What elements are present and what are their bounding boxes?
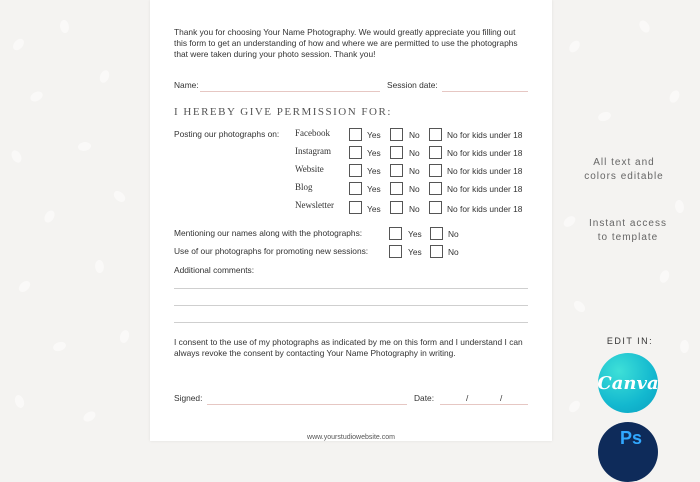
kids-label: No for kids under 18	[447, 166, 523, 176]
consent-text: I consent to the use of my photographs as indicated by me on this form and I understand I can always revoke the consent by contacting Your Name Photography in writing.	[174, 337, 523, 358]
yes-label: Yes	[367, 204, 381, 214]
name-line[interactable]	[200, 91, 380, 92]
mentioning-no-label: No	[448, 229, 459, 239]
comments-line[interactable]	[174, 305, 528, 306]
photoshop-logo[interactable]	[598, 422, 658, 482]
platform-label: Blog	[295, 182, 313, 192]
comments-line[interactable]	[174, 322, 528, 323]
date-line[interactable]	[440, 404, 528, 405]
promoting-label: Use of our photographs for promoting new sessions:	[174, 246, 369, 256]
promoting-no-checkbox[interactable]	[430, 245, 443, 258]
no-checkbox[interactable]	[390, 128, 403, 141]
yes-label: Yes	[367, 148, 381, 158]
comments-label: Additional comments:	[174, 265, 255, 275]
edit-in-label: EDIT IN:	[606, 336, 654, 346]
signed-label: Signed:	[174, 393, 203, 403]
kids-label: No for kids under 18	[447, 184, 523, 194]
mentioning-no-checkbox[interactable]	[430, 227, 443, 240]
no-label: No	[409, 166, 420, 176]
consent-form-sheet	[150, 0, 552, 441]
canva-logo-text: Canva	[597, 372, 659, 394]
mentioning-yes-label: Yes	[408, 229, 422, 239]
date-slash: /	[500, 393, 503, 403]
no-label: No	[409, 204, 420, 214]
kids-checkbox[interactable]	[429, 164, 442, 177]
no-checkbox[interactable]	[390, 182, 403, 195]
yes-label: Yes	[367, 166, 381, 176]
no-checkbox[interactable]	[390, 164, 403, 177]
signature-line[interactable]	[207, 404, 407, 405]
date-label: Date:	[414, 393, 435, 403]
no-label: No	[409, 148, 420, 158]
yes-checkbox[interactable]	[349, 128, 362, 141]
promoting-no-label: No	[448, 247, 459, 257]
yes-label: Yes	[367, 130, 381, 140]
yes-label: Yes	[367, 184, 381, 194]
name-label: Name:	[174, 80, 199, 90]
mentioning-label: Mentioning our names along with the photographs:	[174, 228, 363, 238]
platform-label: Newsletter	[295, 200, 334, 210]
posting-label: Posting our photographs on:	[174, 129, 280, 139]
comments-line[interactable]	[174, 288, 528, 289]
kids-checkbox[interactable]	[429, 128, 442, 141]
footer-website: www.yourstudiowebsite.com	[307, 434, 395, 441]
platform-label: Facebook	[295, 128, 330, 138]
kids-checkbox[interactable]	[429, 201, 442, 214]
session-date-line[interactable]	[442, 91, 528, 92]
yes-checkbox[interactable]	[349, 201, 362, 214]
access-line-2: to template	[597, 232, 659, 243]
yes-checkbox[interactable]	[349, 164, 362, 177]
yes-checkbox[interactable]	[349, 182, 362, 195]
mentioning-yes-checkbox[interactable]	[389, 227, 402, 240]
kids-label: No for kids under 18	[447, 148, 523, 158]
promoting-yes-checkbox[interactable]	[389, 245, 402, 258]
kids-label: No for kids under 18	[447, 130, 523, 140]
no-checkbox[interactable]	[390, 146, 403, 159]
editable-line-1: All text and	[593, 157, 655, 168]
kids-checkbox[interactable]	[429, 146, 442, 159]
no-checkbox[interactable]	[390, 201, 403, 214]
no-label: No	[409, 130, 420, 140]
no-label: No	[409, 184, 420, 194]
promoting-yes-label: Yes	[408, 247, 422, 257]
platform-label: Instagram	[295, 146, 331, 156]
session-date-label: Session date:	[387, 80, 438, 90]
access-note	[568, 217, 688, 245]
intro-text: Thank you for choosing Your Name Photography. We would greatly appreciate you filling out this form to get an understanding of how and where we are permitted to use the photographs that were taken during your photo session. Thank you!	[174, 27, 518, 59]
permission-heading: I HEREBY GIVE PERMISSION FOR:	[174, 106, 392, 118]
canva-logo[interactable]	[598, 353, 658, 413]
platform-label: Website	[295, 164, 324, 174]
yes-checkbox[interactable]	[349, 146, 362, 159]
kids-label: No for kids under 18	[447, 204, 523, 214]
date-slash: /	[466, 393, 469, 403]
access-line-1: Instant access	[589, 218, 667, 229]
editable-note	[564, 156, 684, 184]
editable-line-2: colors editable	[584, 171, 664, 182]
photoshop-logo-text: Ps	[620, 428, 643, 448]
kids-checkbox[interactable]	[429, 182, 442, 195]
